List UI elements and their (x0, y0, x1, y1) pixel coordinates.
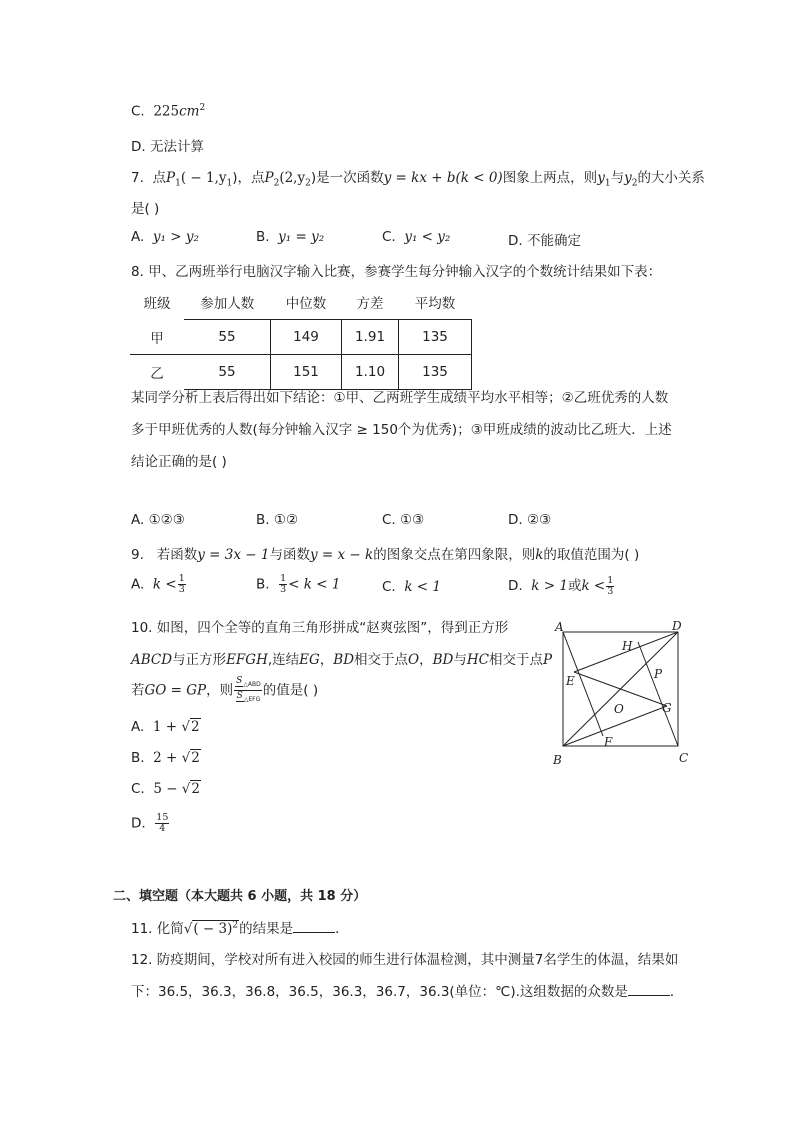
table-header-cell: 参加人数 (200, 296, 255, 312)
zhao-shuang-figure (548, 612, 698, 770)
q8-option-c[interactable]: C. ①③ (382, 512, 425, 528)
label-h: H (622, 639, 633, 653)
q7-stem: 7. 点$P_1( - 1,y_1)$，点$P_2(2,y_2)$是一次函数y = kx + b(k < 0)图象上两点，则$y_1$与$y_2$的大小关系 (131, 170, 705, 189)
q10-stem-line3: 若GO = GP，则 $\frac{S_{\triangle ABD}}{S_{\triangle EFG}}$ 的值是( ) (131, 676, 319, 703)
table-header-row (130, 285, 472, 320)
label-g: G (662, 701, 672, 715)
table-cell: 甲 (130, 320, 184, 355)
q10-option-c[interactable]: C. 5 − √2 (131, 781, 201, 797)
q8-paragraph-line1: 某同学分析上表后得出如下结论：①甲、乙两班学生成绩平均水平相等；②乙班优秀的人数 (131, 390, 669, 406)
label-d: D (672, 619, 682, 633)
table-header-cell: 平均数 (414, 296, 456, 312)
table-cell: 135 (399, 320, 472, 355)
table-row (130, 320, 472, 355)
q8-stem: 8. 甲、乙两班举行电脑汉字输入比赛，参赛学生每分钟输入汉字的个数统计结果如下表： (131, 264, 662, 280)
q7-stem-line2: 是( ) (131, 201, 160, 217)
table-cell: 151 (271, 355, 342, 390)
q8-paragraph-line2: 多于甲班优秀的人数(每分钟输入汉字 ≥ 150个为优秀)；③甲班成绩的波动比乙班大．上述 (131, 422, 672, 438)
table-cell: 55 (184, 355, 271, 390)
q12-stem-line1: 12. 防疫期间，学校对所有进入校园的师生进行体温检测，其中测量7名学生的体温，结果如 (131, 952, 679, 968)
q10-stem-line1: 10. 如图，四个全等的直角三角形拼成“赵爽弦图”，得到正方形 (131, 620, 509, 636)
table-cell: 乙 (150, 366, 164, 383)
q7-option-a[interactable]: A. y₁ > y₂ (131, 229, 199, 245)
table-row (130, 355, 472, 390)
table-header-cell: 班级 (143, 296, 171, 313)
table-cell: 55 (184, 320, 271, 355)
section-heading: 二、填空题（本大题共 6 小题，共 18 分） (113, 889, 367, 904)
label-a: A (555, 620, 564, 634)
q9-option-a[interactable]: A. k < $\frac{1}{3}$ (131, 573, 185, 595)
q9-option-b[interactable]: B. $\frac{1}{3}$ < k < 1 (256, 573, 341, 595)
label-b: B (553, 753, 562, 767)
label-p: P (654, 667, 663, 681)
q12-stem-line2: 下：36.5，36.3，36.8，36.5，36.3，36.7，36.3(单位：℃).这组数据的众数是 ． (131, 984, 684, 1000)
label-c: C (679, 751, 689, 765)
q8-paragraph-line3: 结论正确的是( ) (131, 454, 227, 470)
q9-option-c[interactable]: C. k < 1 (382, 579, 441, 595)
q6-option-d[interactable]: D. 无法计算 (131, 139, 204, 155)
q10-option-a[interactable]: A. 1 + √2 (131, 719, 200, 735)
table-cell: 1.91 (342, 320, 399, 355)
answer-blank[interactable] (293, 920, 335, 933)
diagonal-bd (563, 632, 678, 746)
segment-ch (638, 642, 678, 746)
table-header-cell: 方差 (356, 296, 384, 312)
label-e: E (566, 674, 575, 688)
q9-option-d[interactable]: D. k > 1或k < $\frac{1}{3}$ (508, 574, 614, 597)
table-cell: 1.10 (342, 355, 399, 390)
q8-option-d[interactable]: D. ②③ (508, 512, 552, 528)
q10-stem-line2: ABCD与正方形EFGH,连结EG，BD相交于点O，BD与HC相交于点P (131, 652, 553, 668)
label-o: O (614, 702, 624, 716)
q6-option-c[interactable]: C. $225cm^2$ (131, 103, 206, 120)
q9-stem: 9. 若函数y = 3x − 1与函数y = x − k的图象交点在第四象限，则k的取值范围为( ) (131, 547, 640, 563)
q7-option-b[interactable]: B. y₁ = y₂ (256, 229, 325, 245)
q7-option-c[interactable]: C. y₁ < y₂ (382, 229, 451, 245)
label-f: F (604, 735, 613, 749)
q11-stem: 11. 化简√( − 3)$^2$的结果是 ． (131, 920, 349, 937)
q10-option-b[interactable]: B. 2 + √2 (131, 750, 200, 766)
q8-option-b[interactable]: B. ①② (256, 512, 299, 528)
table-cell: 149 (271, 320, 342, 355)
table-cell: 135 (399, 355, 472, 390)
q7-option-d[interactable]: D. 不能确定 (508, 233, 581, 249)
q8-stats-table (130, 285, 472, 390)
table-header-cell: 中位数 (285, 296, 327, 312)
q8-option-a[interactable]: A. ①②③ (131, 512, 185, 528)
answer-blank[interactable] (628, 983, 670, 996)
q10-option-d[interactable]: D. $\frac{15}{4}$ (131, 812, 169, 834)
